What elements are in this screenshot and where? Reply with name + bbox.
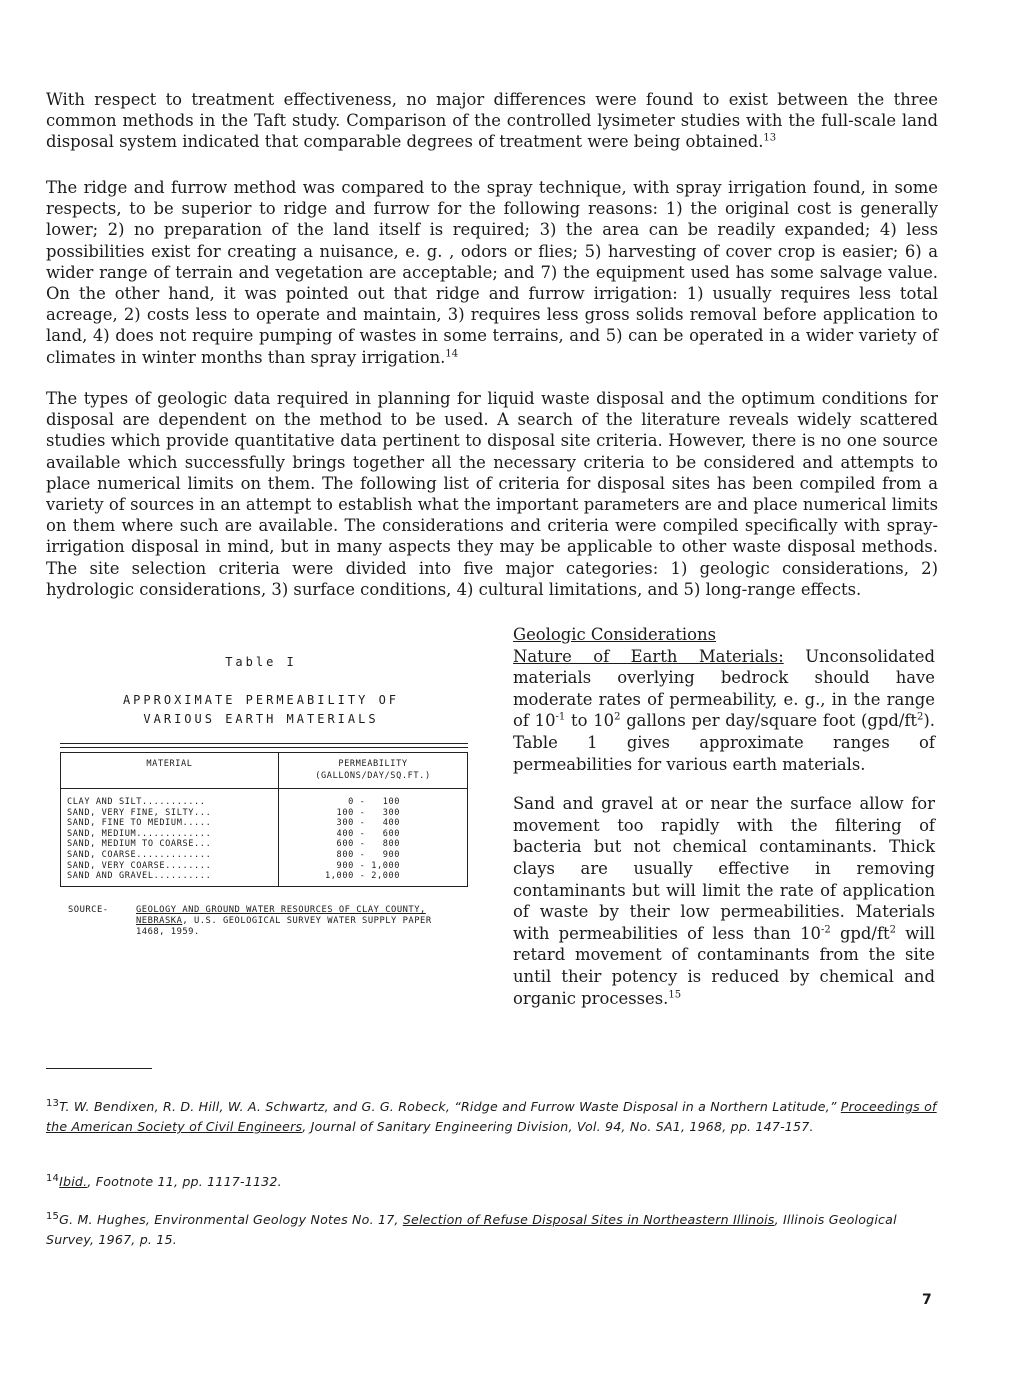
section-heading-geologic-considerations: Geologic Considerations — [513, 625, 716, 644]
footnote-text: G. M. Hughes, Environmental Geology Notes No. 17, — [59, 1212, 403, 1227]
footnote-underlined-title: Selection of Refuse Disposal Sites in Northeastern Illinois — [402, 1212, 775, 1227]
permeability-cell — [279, 789, 468, 887]
exponent: 2 — [917, 711, 924, 723]
table-row-material: SAND, FINE TO MEDIUM..... — [67, 818, 212, 829]
source-title: GEOLOGY AND GROUND WATER RESOURCES OF CLAY COUNTY, NEBRASKA — [136, 905, 426, 926]
paragraph-text: gallons per day/square foot (gpd/ft — [620, 711, 918, 731]
exponent: -2 — [820, 924, 831, 936]
paragraph-sand-and-gravel — [513, 793, 935, 1009]
footnote-15 — [46, 1210, 940, 1250]
table-row-permeability: 800 - 900 — [325, 849, 401, 860]
footnote-text: , Illinois Geological Survey, 1967, p. 15. — [46, 1212, 897, 1247]
paragraph-text: to 10 — [565, 711, 615, 731]
material-cell — [61, 789, 279, 887]
footnote-text: T. W. Bendixen, R. D. Hill, W. A. Schwartz, and G. G. Robeck, “Ridge and Furrow Waste Disposal in a Northern Latitude,” — [59, 1099, 841, 1114]
page-number: 7 — [922, 1292, 932, 1308]
paragraph-treatment-effectiveness — [46, 89, 938, 153]
table-row-permeability: 0 - 100 — [325, 797, 401, 807]
table-subtitle — [46, 691, 476, 729]
table-row-permeability: 300 - 400 — [325, 818, 401, 829]
table-row-material: SAND, VERY COARSE........ — [67, 860, 212, 871]
footnote-number: 15 — [46, 1210, 60, 1222]
paragraph-text: will retard movement of contaminants from the site until their potency is reduced by chemical and organic processes. — [513, 923, 935, 1008]
table-row-permeability: 1,000 - 2,000 — [325, 871, 401, 882]
table-row-material: SAND, MEDIUM............. — [67, 828, 212, 839]
source-rest: , U.S. GEOLOGICAL SURVEY WATER SUPPLY PAPER 1468, 1959. — [136, 915, 432, 937]
column-header-material: MATERIAL — [61, 753, 279, 789]
paragraph-text: gpd/ft — [830, 923, 890, 943]
table-row-material: SAND, MEDIUM TO COARSE... — [67, 839, 212, 850]
table-body-row — [61, 789, 468, 887]
footnote-number: 14 — [46, 1172, 60, 1184]
footnote-13 — [46, 1097, 940, 1137]
exponent: 2 — [889, 924, 896, 936]
paragraph-nature-of-earth-materials — [513, 646, 935, 776]
table-top-rule — [60, 743, 468, 744]
table-row-permeability: 900 - 1,000 — [325, 860, 401, 871]
footnote-text: , Journal of Sanitary Engineering Division, Vol. 94, No. SA1, 1968, pp. 147-157. — [302, 1119, 814, 1134]
table-row-material: SAND, VERY FINE, SILTY... — [67, 807, 212, 818]
column-header-line: PERMEABILITY — [338, 759, 408, 769]
paragraph-text: The types of geologic data required in planning for liquid waste disposal and the optimum conditions for disposal are dependent on the method to be used. A search of the literature reveals widely scattered studies which provide quantitative data pertinent to disposal site criteria. However, there is no one source available which successfully brings together all the necessary criteria to be considered and attempts to place numerical limits on them. The following list of criteria for disposal sites has been compiled from a variety of sources in an attempt to establish what the important parameters are and place numerical limits on them where such are available. The considerations and criteria were compiled specifically with spray-irrigation disposal in mind, but in many aspects they may be applicable to other waste disposal methods. The site selection criteria were divided into five major categories: 1) geologic considerations, 2) hydrologic considerations, 3) surface conditions, 4) cultural limitations, and 5) long-range effects. — [46, 389, 938, 599]
exponent: 2 — [614, 711, 621, 723]
column-header-permeability — [279, 753, 468, 789]
table-subtitle-line: APPROXIMATE PERMEABILITY OF — [122, 693, 400, 707]
subsection-title: Nature of Earth Materials: — [513, 646, 784, 666]
table-top-rule — [60, 747, 468, 748]
paragraph-ridge-furrow-comparison — [46, 177, 938, 368]
permeability-table-block — [46, 655, 476, 937]
paragraph-text: With respect to treatment effectiveness, no major differences were found to exist between the three common methods in the Taft study. Comparison of the controlled lysimeter studies with the full-scale land disposal system indicated that comparable degrees of treatment were being obtained. — [46, 90, 938, 152]
paragraph-geologic-data — [46, 388, 938, 600]
paragraph-text: Sand and gravel at or near the surface allow for movement too rapidly with the filtering of bacteria but not chemical contaminants. Thick clays are usually effective in removing contaminants but will limit the rate of application of waste by their low permeabilities. Materials with permeabilities of less than 10 — [513, 794, 935, 943]
table-row-material: CLAY AND SILT........... — [67, 797, 206, 807]
source-label: SOURCE- — [68, 905, 109, 915]
source-citation — [136, 905, 436, 937]
table-header-row — [61, 753, 468, 789]
permeability-table — [60, 752, 468, 887]
table-row-permeability: 100 - 300 — [325, 807, 401, 818]
footnote-ref: 14 — [445, 348, 459, 360]
footnote-ref: 13 — [763, 132, 777, 144]
table-row-permeability: 600 - 800 — [325, 839, 401, 850]
table-row-permeability: 400 - 600 — [325, 828, 401, 839]
paragraph-text: ). Table 1 gives approximate ranges of permeabilities for various earth materials. — [513, 711, 935, 774]
exponent: -1 — [555, 711, 566, 723]
table-title: Table I — [225, 655, 297, 669]
paragraph-text: Unconsolidated materials overlying bedrock should have moderate rates of permeability, e. g., in the range of 10 — [513, 646, 935, 731]
footnote-number: 13 — [46, 1097, 60, 1109]
paragraph-text: The ridge and furrow method was compared to the spray technique, with spray irrigation found, in some respects, to be superior to ridge and furrow for the following reasons: 1) the original cost is generally lower; 2) no preparation of the land itself is required; 3) the area can be readily expanded; 4) less possibilities exist for creating a nuisance, e. g. , odors or flies; 5) harvesting of cover crop is easier; 6) a wider range of terrain and vegetation are acceptable; and 7) the equipment used has some salvage value. On the other hand, it was pointed out that ridge and furrow irrigation: 1) usually requires less total acreage, 2) costs less to operate and maintain, 3) requires less gross solids removal before application to land, 4) does not require pumping of wastes in some terrains, and 5) can be operated in a wider variety of climates in winter months than spray irrigation. — [46, 178, 938, 367]
column-header-line: (GALLONS/DAY/SQ.FT.) — [315, 771, 431, 781]
footnote-14 — [46, 1172, 940, 1192]
footnote-ref: 15 — [668, 989, 682, 1001]
footnote-text: , Footnote 11, pp. 1117-1132. — [87, 1174, 282, 1189]
table-row-material: SAND AND GRAVEL.......... — [67, 871, 212, 882]
footnote-underlined-title: Proceedings of the American Society of Civil Engineers — [46, 1099, 937, 1134]
right-column — [513, 624, 935, 1009]
footnote-underlined-title: Ibid. — [59, 1174, 88, 1189]
footnote-rule — [46, 1068, 152, 1069]
table-subtitle-line: VARIOUS EARTH MATERIALS — [143, 712, 379, 726]
table-row-material: SAND, COARSE............. — [67, 849, 212, 860]
